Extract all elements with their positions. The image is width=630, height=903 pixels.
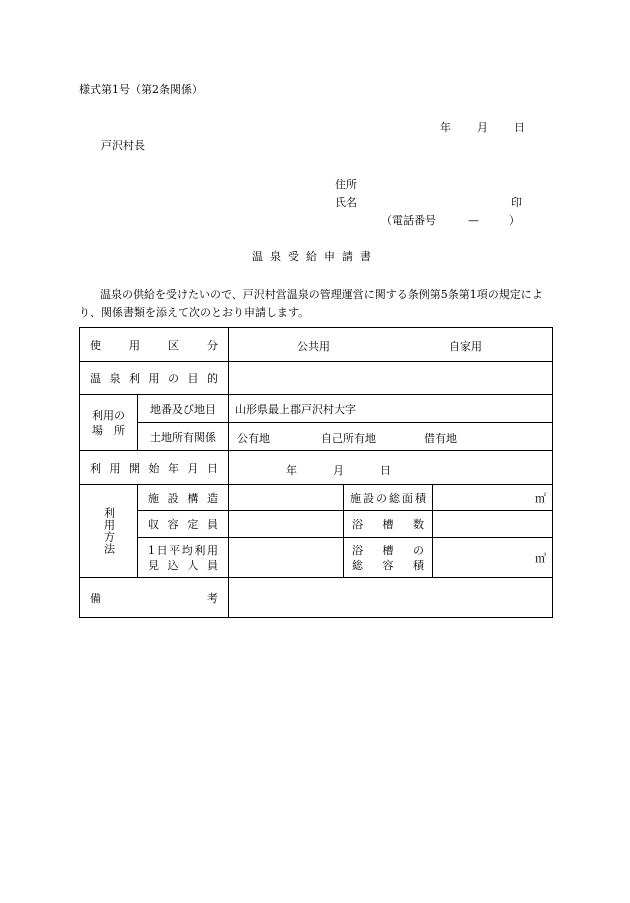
tub-count-input[interactable]: [433, 511, 553, 538]
capacity-label: 収容定員: [148, 518, 218, 531]
row-structure: [80, 485, 553, 511]
total-area-input[interactable]: [433, 485, 553, 511]
area-unit: ㎡: [535, 491, 547, 505]
tub-volume-label-line1: 浴槽の: [352, 543, 424, 557]
option-public-use[interactable]: 公共用: [297, 340, 330, 353]
row-purpose: [80, 362, 553, 395]
row-start-date: [80, 451, 553, 485]
date-day: 日: [514, 121, 525, 134]
seal-mark: 印: [511, 196, 522, 209]
owner-options[interactable]: [229, 423, 553, 451]
location-group-label: 利用の 場 所: [80, 395, 138, 451]
option-leased-land[interactable]: 借有地: [424, 432, 457, 445]
phone-close: ）: [509, 214, 520, 227]
purpose-input[interactable]: [229, 362, 553, 395]
start-year: 年: [286, 464, 297, 477]
usage-category-label: 使用区分: [90, 338, 218, 352]
option-private-use[interactable]: 自家用: [449, 340, 482, 353]
phone-dash: —: [468, 214, 479, 227]
row-capacity: [80, 511, 553, 538]
applicant-address-label: 住所: [335, 178, 357, 191]
tub-count-label: 浴槽数: [352, 518, 424, 531]
row-land-ownership: [80, 423, 553, 451]
start-date-label: 利用開始年月日: [90, 461, 218, 475]
lot-value[interactable]: 山形県最上郡戸沢村大字: [229, 395, 553, 423]
daily-users-input[interactable]: [229, 538, 344, 578]
lot-label: 地番及び地目: [138, 395, 229, 423]
applicant-name-label: 氏名: [335, 196, 357, 209]
row-daily-users: [80, 538, 553, 578]
option-public-land[interactable]: 公有地: [237, 432, 270, 445]
date-month: 月: [477, 121, 488, 134]
application-statement: 温泉の供給を受けたいので、戸沢村営温泉の管理運営に関する条例第5条第1項の規定により、関係書類を添えて次のとおり申請します。: [79, 288, 543, 319]
tub-volume-label-line2: 総容積: [352, 558, 424, 572]
addressee: 戸沢村長: [101, 139, 145, 152]
volume-unit: ㎥: [535, 551, 547, 565]
option-own-land[interactable]: 自己所有地: [321, 432, 376, 445]
daily-users-label-line1: 1日平均利用: [148, 543, 218, 557]
structure-label: 施設構造: [148, 491, 218, 505]
remarks-input[interactable]: [229, 578, 553, 618]
method-group-label: 利用方法: [80, 485, 138, 578]
daily-users-label-line2: 見込人員: [148, 558, 218, 572]
tub-volume-input[interactable]: [433, 538, 553, 578]
row-remarks: [80, 578, 553, 618]
application-date: [440, 119, 525, 135]
date-year: 年: [440, 121, 451, 134]
application-table: [79, 327, 553, 618]
structure-input[interactable]: [229, 485, 344, 511]
capacity-input[interactable]: [229, 511, 344, 538]
total-area-label: 施設の総面積: [350, 491, 426, 505]
form-number: 様式第1号（第2条関係）: [79, 83, 203, 96]
row-usage-category: [80, 328, 553, 362]
start-month: 月: [333, 464, 344, 477]
phone-label: （電話番号: [381, 214, 436, 227]
start-day: 日: [380, 464, 391, 477]
phone-number-field: [381, 212, 520, 228]
remarks-label: 備考: [90, 591, 218, 605]
owner-label: 土地所有関係: [138, 423, 229, 451]
row-location-lot: [80, 395, 553, 423]
purpose-label: 温泉利用の目的: [90, 372, 218, 385]
start-date-input[interactable]: [229, 451, 553, 485]
document-title: 温泉受給申請書: [252, 250, 378, 263]
usage-category-options[interactable]: [229, 328, 553, 362]
